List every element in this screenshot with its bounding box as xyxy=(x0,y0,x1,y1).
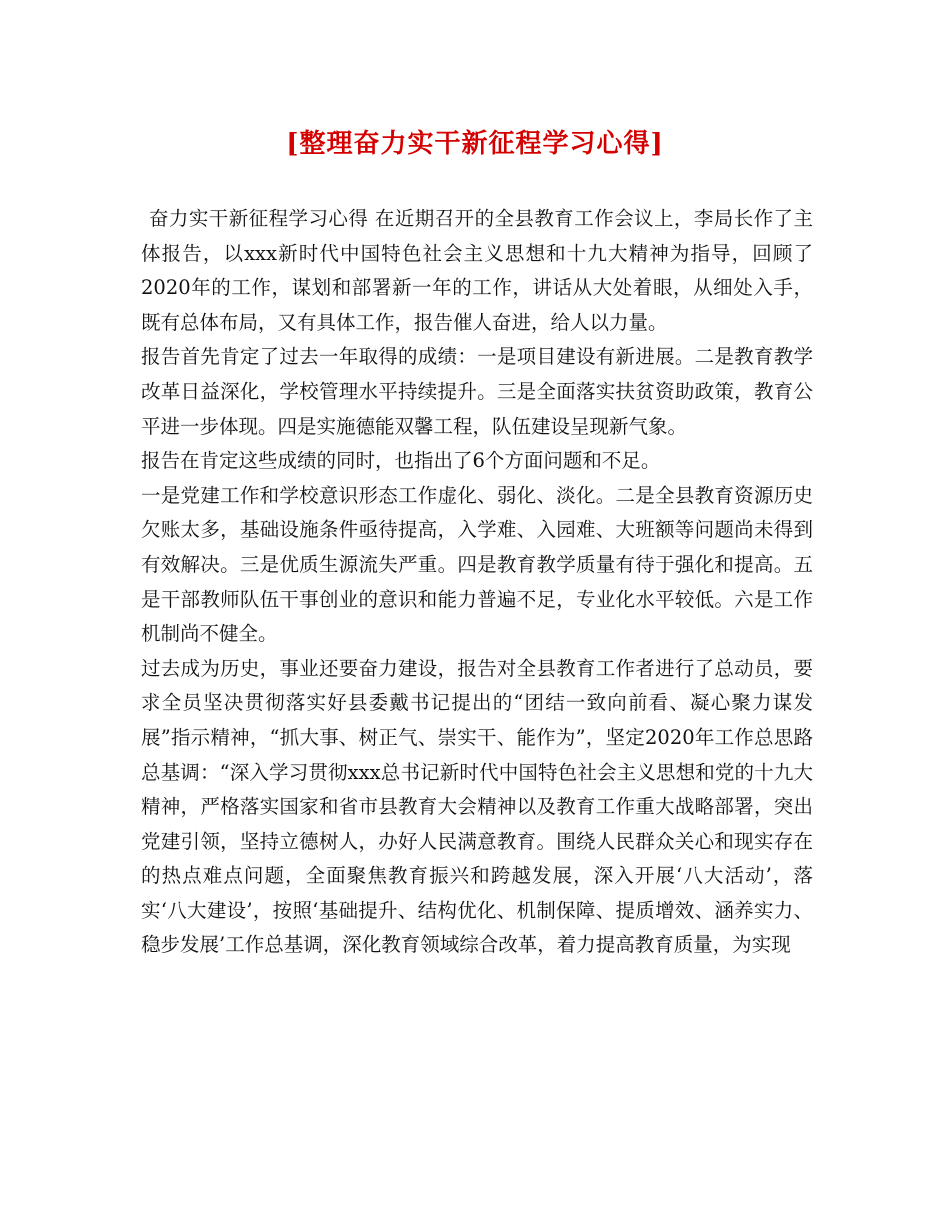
paragraph-problems-intro: 报告在肯定这些成绩的同时，也指出了6个方面问题和不足。 xyxy=(141,449,661,473)
paragraph-intro: 奋力实干新征程学习心得 在近期召开的全县教育工作会议上，李局长作了主体报告，以xxx新时代中国特色社会主义思想和十九大精神为指导，回顾了2020年的工作，谋划和部署新一年的工作，讲话从大处着眼，从细处入手，既有总体布局，又有具体工作，报告催人奋进，给人以力量。 xyxy=(141,207,813,334)
document-title: [整理奋力实干新征程学习心得] xyxy=(286,129,664,159)
paragraph-problems-list: 一是党建工作和学校意识形态工作虚化、弱化、淡化。二是全县教育资源历史欠账太多，基础设施条件亟待提高，入学难、入园难、大班额等问题尚未得到有效解决。三是优质生源流失严重。四是教育教学质量有待于强化和提高。五是干部教师队伍干事创业的意识和能力普遍不足，专业化水平较低。六是工作机制尚不健全。 xyxy=(141,483,813,646)
paragraph-mobilization: 过去成为历史，事业还要奋力建设，报告对全县教育工作者进行了总动员，要求全员坚决贯彻落实好县委戴书记提出的“团结一致向前看、凝心聚力谋发展”指示精神，“抓大事、树正气、崇实干、能作为”，坚定2020年工作总思路总基调：“深入学习贯彻xxx总书记新时代中国特色社会主义思想和党的十九大精神，严格落实国家和省市县教育大会精神以及教育工作重大战略部署，突出党建引领，坚持立德树人，办好人民满意教育。围绕人民群众关心和现实存在的热点难点问题，全面聚焦教育振兴和跨越发展，深入开展‘八大活动’，落实‘八大建设’，按照‘基础提升、结构优化、机制保障、提质增效、涵养实力、稳步发展’工作总基调，深化教育领域综合改革，着力提高教育质量，为实现 xyxy=(141,656,813,957)
paragraph-achievements: 报告首先肯定了过去一年取得的成绩：一是项目建设有新进展。二是教育教学改革日益深化，学校管理水平持续提升。三是全面落实扶贫资助政策，教育公平进一步体现。四是实施德能双馨工程，队伍建设呈现新气象。 xyxy=(141,345,813,438)
document-body xyxy=(141,202,813,963)
